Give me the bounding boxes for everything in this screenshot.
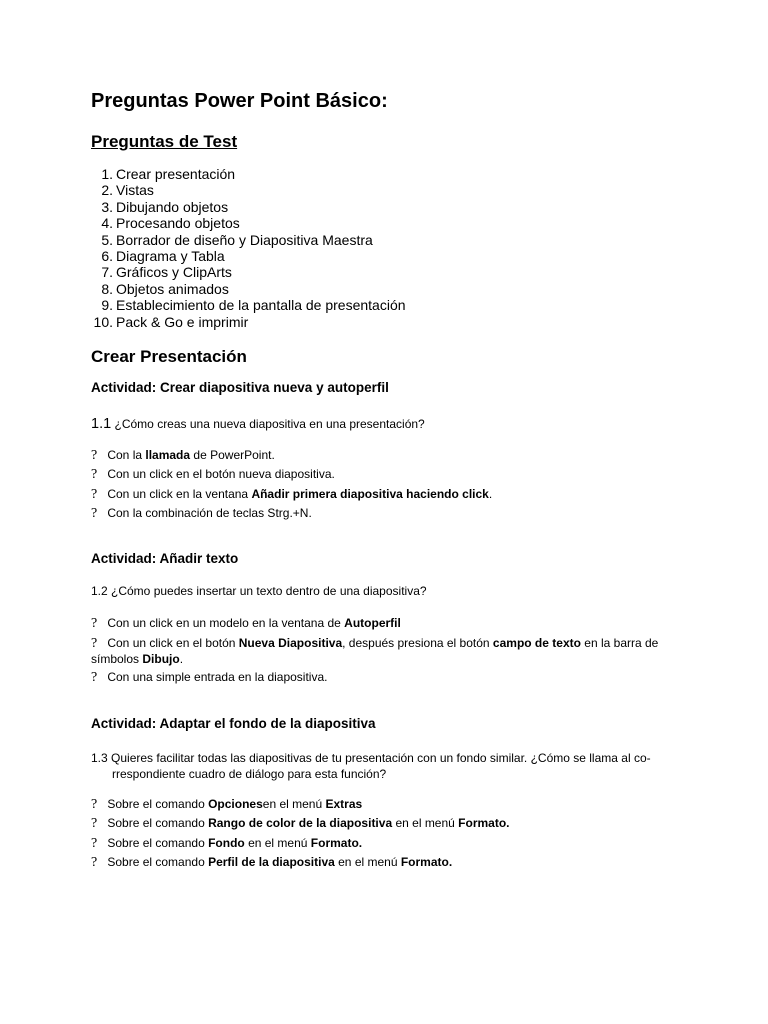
activity-heading: Actividad: Añadir texto (91, 551, 239, 566)
answer-option-continued: símbolos Dibujo. (91, 652, 184, 666)
question-mark-icon: ? (91, 816, 98, 831)
question-mark-icon: ? (91, 487, 98, 502)
question-mark-icon: ? (91, 616, 98, 631)
list-item: 10. Pack & Go e imprimir (93, 313, 249, 330)
test-heading: Preguntas de Test (91, 132, 238, 151)
activity-heading: Actividad: Crear diapositiva nueva y autoperfil (91, 380, 389, 395)
topic-list (91, 166, 406, 330)
section-heading: Crear Presentación (91, 347, 247, 366)
list-item: 6. Diagrama y Tabla (101, 248, 225, 265)
list-item: 3. Dibujando objetos (101, 198, 229, 215)
list-item: 1. Crear presentación (101, 166, 236, 182)
question-mark-icon: ? (91, 836, 98, 851)
list-item: 9. Establecimiento de la pantalla de presentación (101, 297, 406, 314)
answer-option: ? Con un click en el botón Nueva Diapositiva, después presiona el botón campo de texto en la barra de (91, 636, 659, 651)
list-item: 4. Procesando objetos (101, 215, 240, 232)
answer-option: ? Sobre el comando Fondo en el menú Formato. (91, 836, 363, 851)
question-mark-icon: ? (91, 670, 98, 685)
activity-heading: Actividad: Adaptar el fondo de la diapositiva (91, 716, 376, 731)
answer-option: ? Con un click en el botón nueva diapositiva. (91, 467, 335, 482)
question-mark-icon: ? (91, 855, 98, 870)
question-text: 1.2 ¿Cómo puedes insertar un texto dentro de una diapositiva? (91, 584, 427, 598)
list-item: 2. Vistas (101, 182, 154, 199)
question-mark-icon: ? (91, 467, 98, 482)
question-mark-icon: ? (91, 636, 98, 651)
answer-option: ? Sobre el comando Perfil de la diapositiva en el menú Formato. (91, 855, 453, 870)
answer-option: ? Con la combinación de teclas Strg.+N. (91, 506, 312, 521)
question-mark-icon: ? (91, 448, 98, 463)
page-title: Preguntas Power Point Básico: (91, 90, 388, 112)
answer-option: ? Con un click en la ventana Añadir primera diapositiva haciendo click. (91, 487, 493, 502)
answer-option: ? Con la llamada de PowerPoint. (91, 448, 275, 463)
question-text: 1.3 Quieres facilitar todas las diapositivas de tu presentación con un fondo similar. ¿Cómo se llama al co- (91, 751, 651, 765)
answer-option: ? Con una simple entrada en la diapositiva. (91, 670, 328, 685)
question-text-continued: rrespondiente cuadro de diálogo para esta función? (112, 767, 387, 781)
answer-option: ? Sobre el comando Opcionesen el menú Extras (91, 797, 363, 812)
question-mark-icon: ? (91, 506, 98, 521)
list-item: 5. Borrador de diseño y Diapositiva Maestra (101, 231, 373, 248)
answer-option: ? Con un click en un modelo en la ventana de Autoperfil (91, 616, 401, 631)
list-item: 8. Objetos animados (101, 280, 229, 297)
list-item: 7. Gráficos y ClipArts (101, 264, 232, 281)
question-text: 1.1 ¿Cómo creas una nueva diapositiva en una presentación? (91, 416, 425, 432)
answer-option: ? Sobre el comando Rango de color de la diapositiva en el menú Formato. (91, 816, 510, 831)
question-mark-icon: ? (91, 797, 98, 812)
